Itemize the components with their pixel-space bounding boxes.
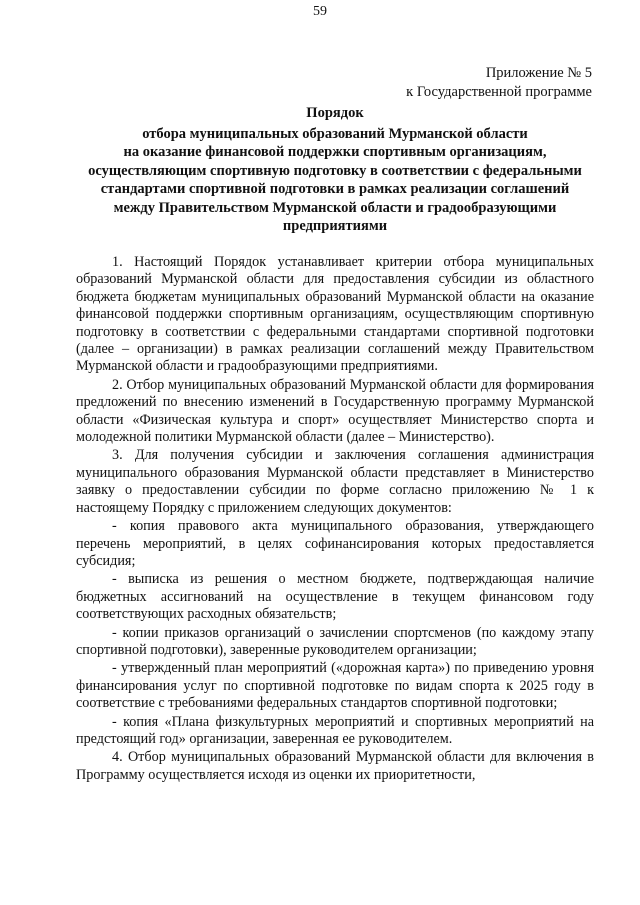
page-number: 59 bbox=[313, 4, 327, 19]
paragraph-2: 2. Отбор муниципальных образований Мурманской области для формирования предложений по внесению изменений в Государственную программу Мурманской области «Физическая культура и спорт» осуществляет Министерство спорта и молодежной политики Мурманской области (далее – Министерство). bbox=[76, 376, 594, 446]
title-line: отбора муниципальных образований Мурманской области bbox=[142, 125, 528, 142]
title-heading: Порядок bbox=[306, 105, 364, 121]
appendix-reference bbox=[406, 64, 592, 102]
paragraph-3: 3. Для получения субсидии и заключения соглашения администрация муниципального образования Мурманской области представляет в Министерство заявку о предоставлении субсидии по форме согласно приложению № 1 к настоящему Порядку с приложением следующих документов: bbox=[76, 447, 594, 516]
paragraph-4: 4. Отбор муниципальных образований Мурманской области для включения в Программу осуществляется исходя из оценки их приоритетности, bbox=[76, 749, 594, 783]
document-title bbox=[72, 104, 598, 236]
document-body bbox=[76, 254, 594, 784]
appendix-line-2: к Государственной программе bbox=[406, 84, 592, 100]
list-item-roadmap: - утвержденный план мероприятий («дорожная карта») по приведению уровня финансирования услуг по спортивной подготовке по видам спорта к 2025 году в соответствие с требованиями федеральных стандартов спортивной подготовки; bbox=[76, 660, 594, 712]
title-line: осуществляющим спортивную подготовку в соответствии с федеральными bbox=[88, 162, 582, 179]
list-item-legal-act: - копия правового акта муниципального образования, утверждающего перечень мероприятий, в целях софинансирования которых предоставляется субсидия; bbox=[76, 518, 594, 569]
title-line: на оказание финансовой поддержки спортивным организациям, bbox=[123, 144, 547, 160]
title-line: между Правительством Мурманской области и градообразующими bbox=[113, 199, 557, 216]
title-line: предприятиями bbox=[282, 218, 388, 234]
title-line: стандартами спортивной подготовки в рамках реализации соглашений bbox=[100, 181, 570, 197]
list-item-events-plan: - копия «Плана физкультурных мероприятий и спортивных мероприятий на предстоящий год» организации, заверенная ее руководителем. bbox=[76, 713, 594, 747]
paragraph-1: 1. Настоящий Порядок устанавливает критерии отбора муниципальных образований Мурманской области для предоставления субсидии из областного бюджета бюджетам муниципальных образований Мурманской области на оказание финансовой поддержки спортивным организациям, осуществляющим спортивную подготовку в соответствии с федеральными стандартами спортивной подготовки (далее – организации) в рамках реализации соглашений между Правительством Мурманской области и градообразующими предприятиями. bbox=[76, 254, 594, 375]
appendix-line-1: Приложение № 5 bbox=[485, 65, 592, 81]
list-item-orders: - копии приказов организаций о зачислении спортсменов (по каждому этапу спортивной подготовки), заверенные руководителем организации; bbox=[76, 624, 594, 658]
list-item-budget-extract: - выписка из решения о местном бюджете, подтверждающая наличие бюджетных ассигнований на осуществление в текущем финансовом году соответствующих расходных обязательств; bbox=[76, 571, 594, 623]
